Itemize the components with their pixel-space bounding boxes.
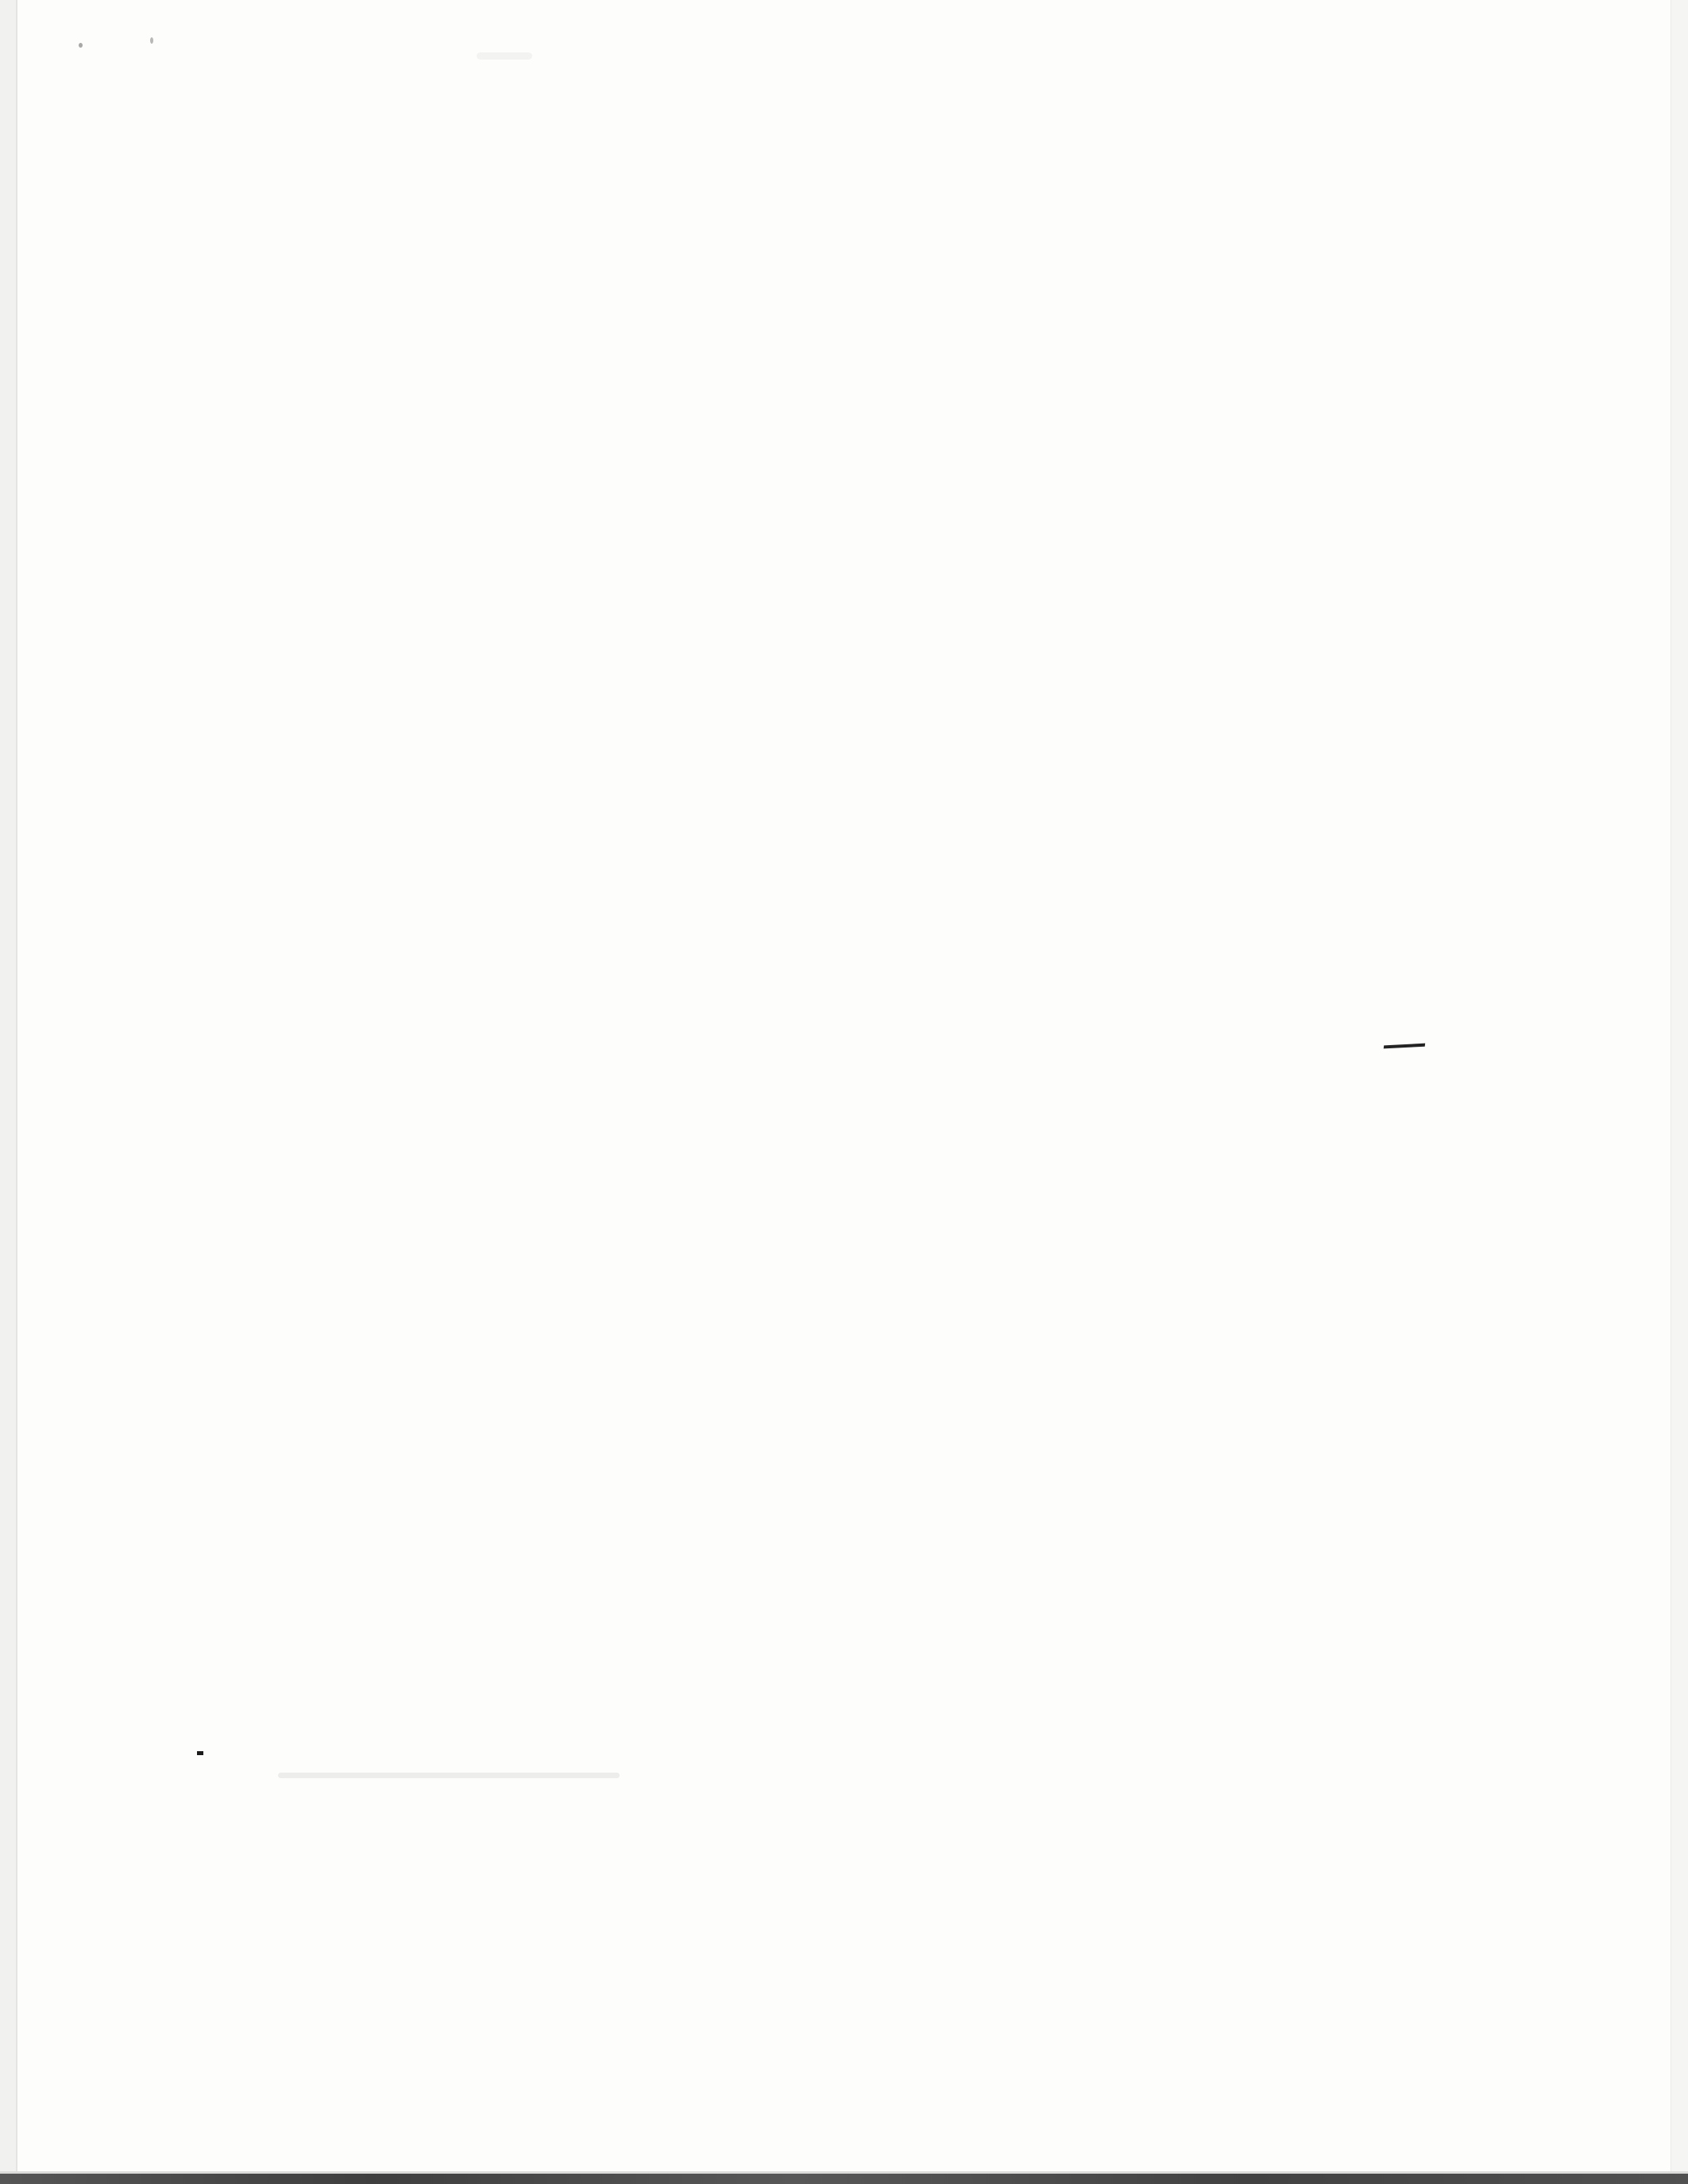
scan-edge-right	[1671, 0, 1688, 2184]
section-heading-text	[197, 1750, 203, 1755]
scan-smudge	[278, 1773, 620, 1778]
handwritten-dash	[1384, 1044, 1425, 1049]
scan-edge-left	[0, 0, 17, 2184]
handwritten-note-personal-struck	[1381, 1024, 1429, 1066]
scan-edge-bottom	[0, 2174, 1688, 2184]
scan-smudge	[477, 52, 532, 60]
section-heading	[197, 1717, 203, 1785]
scan-speck	[150, 37, 153, 44]
scan-speck	[79, 43, 83, 48]
